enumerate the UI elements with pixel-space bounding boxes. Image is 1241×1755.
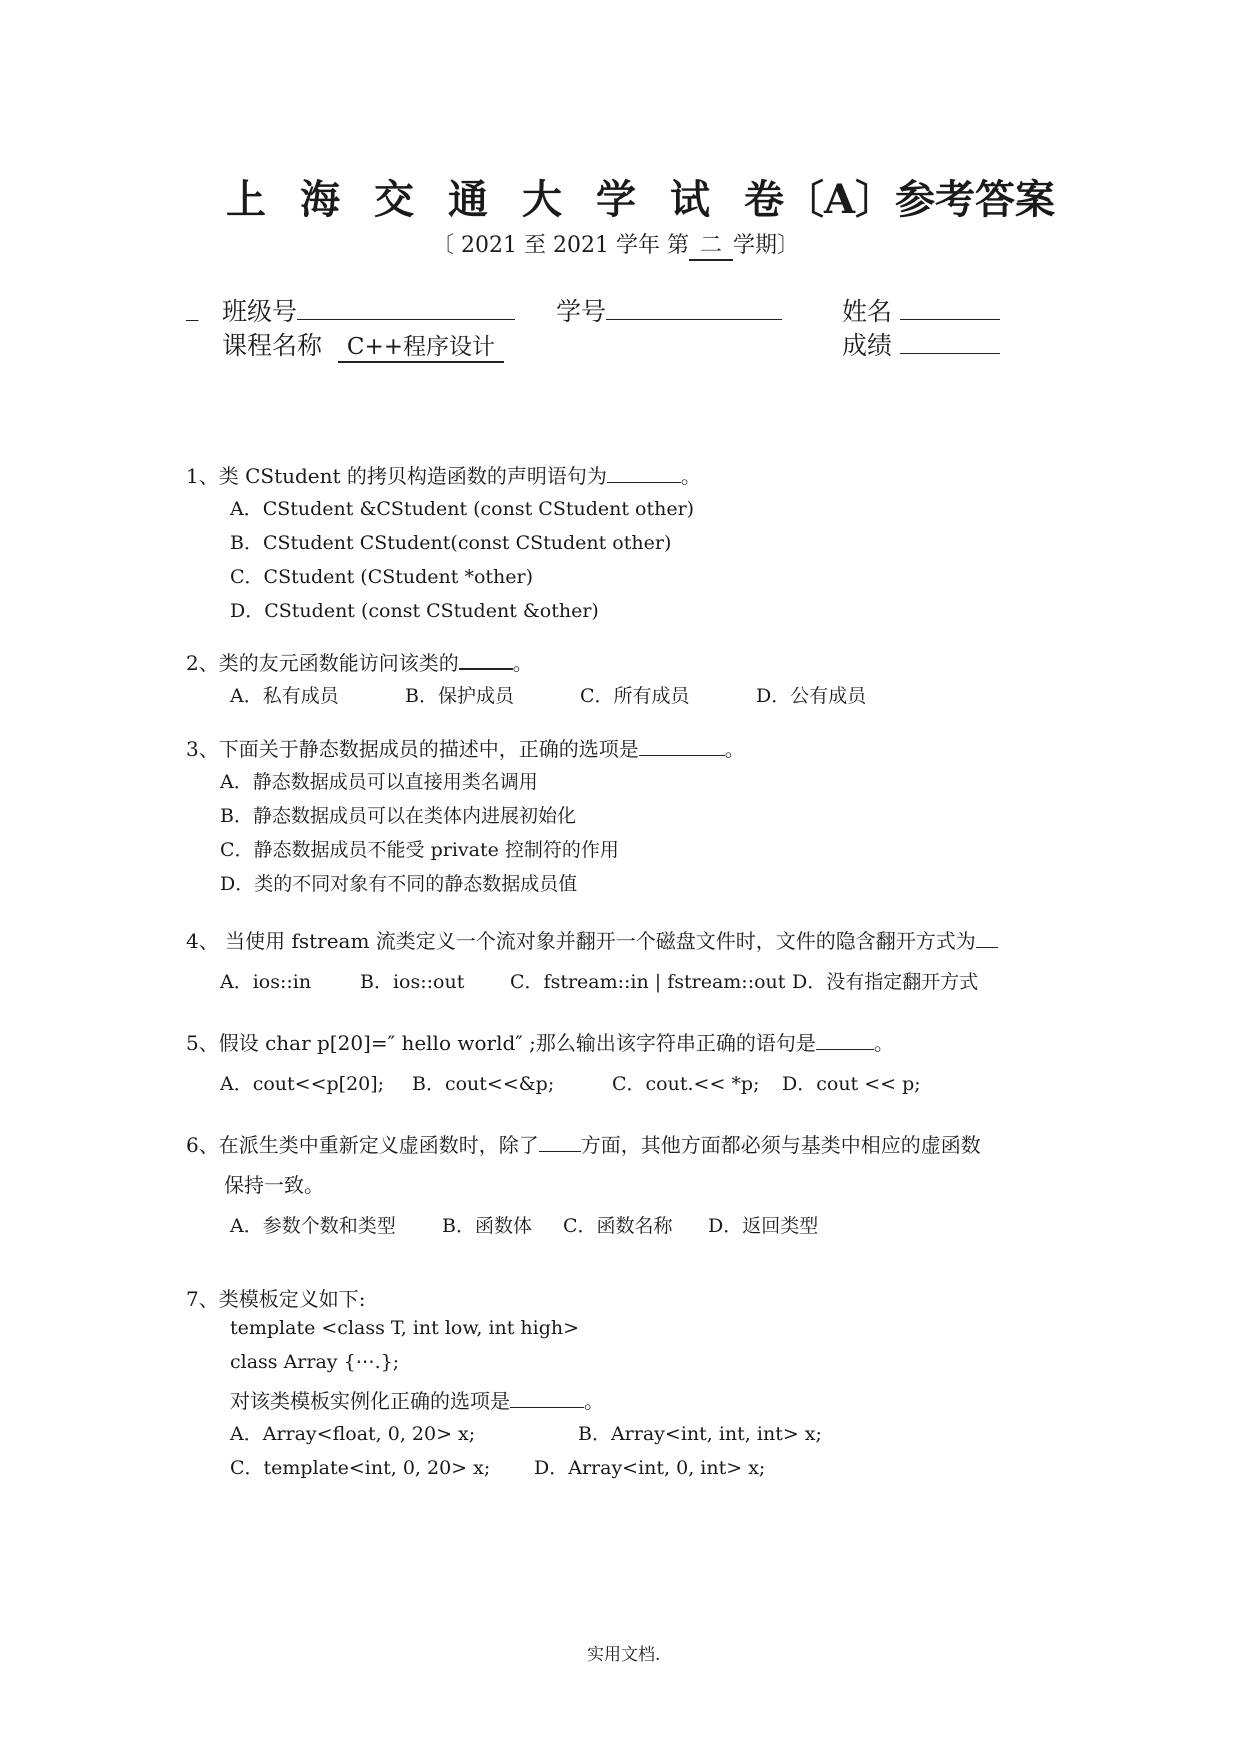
question-2-option-d: D．公有成员	[756, 685, 867, 707]
stem-text: 对该类模板实例化正确的选项是	[230, 1389, 510, 1413]
answer-blank-red	[830, 1031, 854, 1050]
subtitle-prefix: 〔 2021 至 2021 学年 第	[432, 233, 689, 258]
answer-blank	[854, 1031, 874, 1050]
class-field	[222, 292, 515, 328]
question-7-option-c: C．template<int, 0, 20> x;	[230, 1457, 491, 1479]
exam-subtitle	[432, 228, 799, 261]
question-5-option-d: D．cout << p;	[782, 1073, 921, 1095]
stem-text: 1、类 CStudent 的拷贝构造函数的声明语句为	[186, 464, 607, 488]
question-4-option-b: B．ios::out	[360, 971, 465, 993]
class-blank	[297, 295, 515, 320]
class-label: 班级号	[222, 297, 298, 326]
title-char: 卷〔A〕参考答案	[744, 176, 1056, 223]
question-3-option-b: B．静态数据成员可以在类体内进展初始化	[220, 805, 576, 827]
leading-mark: _	[186, 292, 199, 321]
question-6-option-b: B．函数体	[442, 1215, 532, 1237]
question-1-option-c: C．CStudent (CStudent *other)	[230, 566, 533, 588]
stem-text: 2、类的友元函数能访问该类的	[186, 651, 459, 675]
score-label: 成绩	[842, 331, 893, 360]
stem-end: 。	[512, 651, 533, 675]
answer-blank	[816, 1031, 830, 1050]
stem-end: 。	[584, 1389, 604, 1413]
question-2-stem	[186, 647, 533, 676]
exam-title	[226, 168, 1055, 225]
student-id-blank	[606, 295, 782, 320]
course-label: 课程名称	[222, 331, 323, 360]
title-char: 试	[670, 176, 710, 223]
question-1-option-b: B．CStudent CStudent(const CStudent other)	[230, 532, 672, 554]
stem-text: 5、假设 char p[20]=″ hello world″ ;那么输出该字符串正确的语句是	[186, 1031, 816, 1055]
course-field	[222, 326, 504, 363]
question-7-code-line-2: class Array {⋯.};	[230, 1351, 400, 1373]
question-5-option-c: C．cout.<< *p;	[612, 1073, 760, 1095]
page-footer: 实用文档.	[587, 1645, 661, 1665]
question-4-option-c: C．fstream::in | fstream::out	[510, 971, 786, 993]
title-char: 交	[374, 176, 414, 223]
question-1-stem	[186, 460, 701, 489]
stem-text: 6、在派生类中重新定义虚函数时，除了	[186, 1133, 539, 1157]
question-2-option-a: A．私有成员	[230, 685, 339, 707]
question-6-option-c: C．函数名称	[563, 1215, 673, 1237]
title-char: 海	[300, 176, 340, 223]
student-id-label: 学号	[556, 297, 607, 326]
question-6-stem-line-2: 保持一致。	[224, 1173, 324, 1197]
title-char: 通	[448, 176, 488, 223]
score-field	[842, 326, 1000, 362]
student-id-field	[556, 292, 782, 328]
term-value: 二	[689, 228, 733, 261]
stem-end: 。	[724, 737, 745, 761]
course-value: C++程序设计	[338, 328, 504, 363]
question-2-option-c: C．所有成员	[580, 685, 690, 707]
question-3-option-d: D．类的不同对象有不同的静态数据成员值	[220, 873, 578, 895]
subtitle-suffix: 学期〕	[732, 233, 799, 258]
answer-blank	[639, 737, 725, 756]
question-4-option-d: D．没有指定翻开方式	[792, 971, 979, 993]
question-5-stem	[186, 1027, 894, 1056]
name-blank	[900, 295, 1000, 320]
question-7-option-b: B．Array<int, int, int> x;	[578, 1423, 822, 1445]
question-7-stem: 7、类模板定义如下:	[186, 1287, 366, 1311]
question-5-option-a: A．cout<<p[20];	[220, 1073, 385, 1095]
question-7-code-line-1: template <class T, int low, int high>	[230, 1317, 580, 1339]
question-4-option-a: A．ios::in	[220, 971, 312, 993]
answer-blank	[976, 929, 998, 948]
name-field	[842, 292, 1000, 328]
question-3-option-c: C．静态数据成员不能受 private 控制符的作用	[220, 839, 619, 861]
name-label: 姓名	[842, 297, 893, 326]
answer-blank	[510, 1389, 584, 1408]
question-6-option-a: A．参数个数和类型	[230, 1215, 396, 1237]
question-3-option-a: A．静态数据成员可以直接用类名调用	[220, 771, 538, 793]
question-5-option-b: B．cout<<&p;	[412, 1073, 555, 1095]
stem-end: 。	[873, 1031, 894, 1055]
stem-text: 4、 当使用 fstream 流类定义一个流对象并翻开一个磁盘文件时，文件的隐含翻开方式为	[186, 929, 976, 953]
title-char: 上	[226, 176, 266, 223]
title-char: 学	[596, 176, 636, 223]
question-7-option-a: A．Array<float, 0, 20> x;	[230, 1423, 476, 1445]
stem-text-cont: 方面，其他方面都必须与基类中相应的虚函数	[580, 1133, 981, 1157]
question-7-option-d: D．Array<int, 0, int> x;	[534, 1457, 766, 1479]
question-3-stem	[186, 733, 745, 762]
answer-blank	[539, 1133, 581, 1152]
question-2-option-b: B．保护成员	[405, 685, 514, 707]
answer-blank	[607, 464, 681, 483]
score-blank	[900, 329, 1000, 354]
question-4-stem	[186, 925, 998, 954]
question-1-option-a: A．CStudent &CStudent (const CStudent other)	[230, 498, 695, 520]
question-6-option-d: D．返回类型	[708, 1215, 819, 1237]
question-1-option-d: D．CStudent (const CStudent &other)	[230, 600, 599, 622]
title-char: 大	[522, 176, 562, 223]
stem-end: 。	[680, 464, 701, 488]
stem-text: 3、下面关于静态数据成员的描述中，正确的选项是	[186, 737, 639, 761]
question-7-ask	[230, 1385, 604, 1414]
question-6-stem	[186, 1129, 981, 1158]
answer-blank	[459, 650, 513, 670]
